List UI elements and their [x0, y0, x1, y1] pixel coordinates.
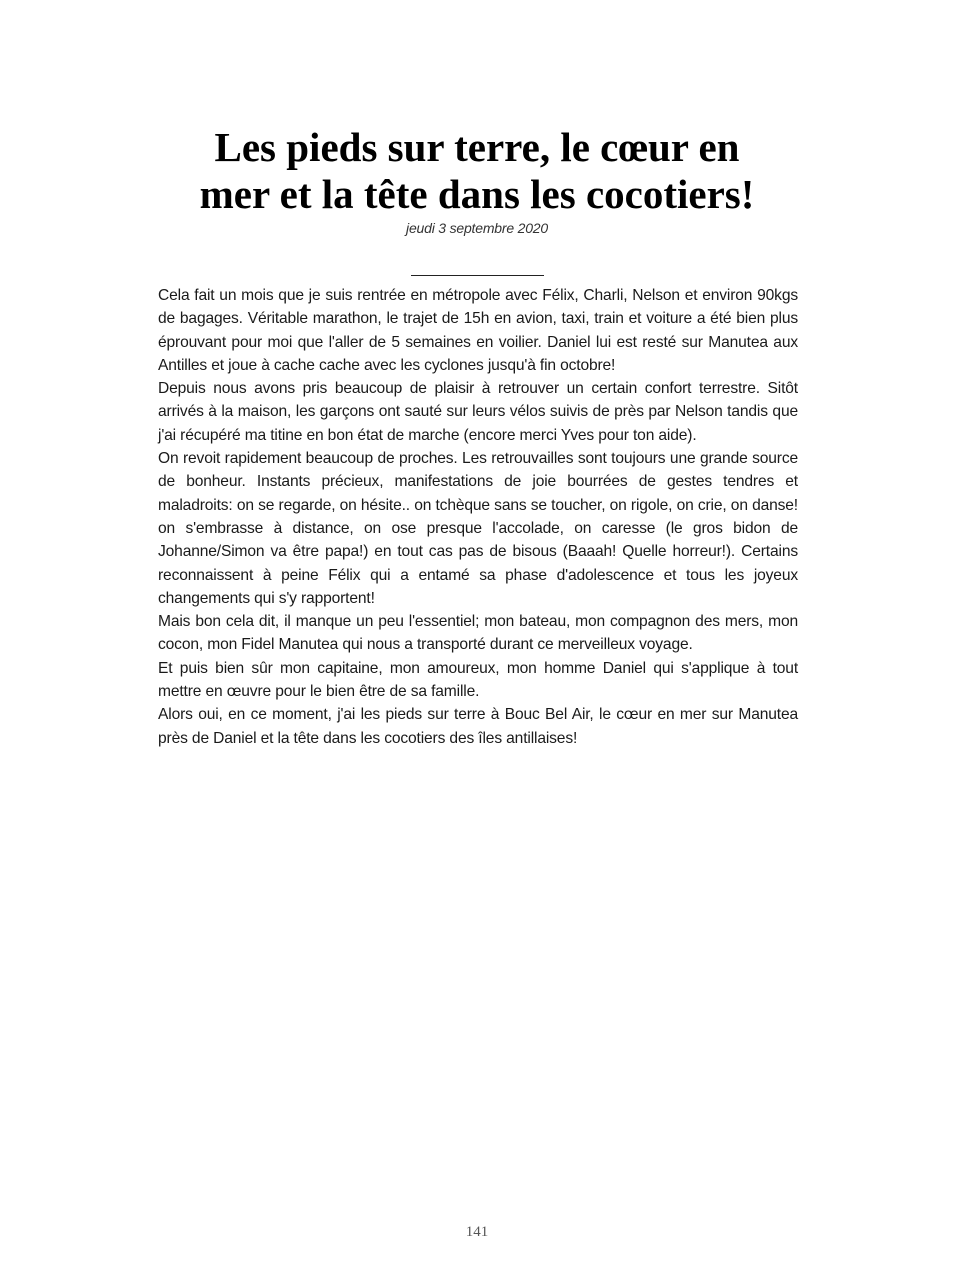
paragraph-4: Mais bon cela dit, il manque un peu l'essentiel; mon bateau, mon compagnon des mers, mon cocon, mon Fidel Manutea qui nous a transporté durant ce merveilleux voyage.	[158, 613, 798, 654]
page-number: 141	[465, 1224, 489, 1240]
paragraph-5: Et puis bien sûr mon capitaine, mon amoureux, mon homme Daniel qui s'applique à tout mettre en œuvre pour le bien être de sa famille.	[158, 659, 798, 701]
paragraph-1: Cela fait un mois que je suis rentrée en métropole avec Félix, Charli, Nelson et environ 90kgs de bagages. Véritable marathon, le trajet de 15h en avion, taxi, train et voiture a été bien plus éprouvant pour moi que l'aller de 5 semaines en voilier. Daniel lui est resté sur Manutea aux Antilles et joue à cache cache avec les cyclones jusqu'à fin octobre!	[158, 287, 798, 374]
article-body	[158, 284, 798, 750]
article-title-line-2: mer et la tête dans les cocotiers!	[199, 171, 755, 217]
article-date: jeudi 3 septembre 2020	[406, 220, 548, 236]
article-title	[150, 124, 804, 218]
paragraph-6: Alors oui, en ce moment, j'ai les pieds sur terre à Bouc Bel Air, le cœur en mer sur Manutea près de Daniel et la tête dans les cocotiers des îles antillaises!	[158, 706, 798, 747]
title-divider	[411, 275, 544, 276]
paragraph-3: On revoit rapidement beaucoup de proches. Les retrouvailles sont toujours une grande source de bonheur. Instants précieux, manifestations de joie bourrées de gestes tendres et maladroits: on se regarde, on hésite.. on tchèque sans se toucher, on rigole, on crie, on danse! on s'embrasse à distance, on ose presque l'accolade, on caresse (le gros bidon de Johanne/Simon va être papa!) en tout cas pas de bisous (Baaah! Quelle horreur!). Certains reconnaissent à peine Félix qui a entamé sa phase d'adolescence et tous les joyeux changements qui s'y rapportent!	[158, 450, 798, 607]
article-title-line-1: Les pieds sur terre, le cœur en	[214, 124, 740, 170]
paragraph-2: Depuis nous avons pris beaucoup de plaisir à retrouver un certain confort terrestre. Sitôt arrivés à la maison, les garçons ont sauté sur leurs vélos suivis de près par Nelson tandis que j'ai récupéré ma titine en bon état de marche (encore merci Yves pour ton aide).	[158, 380, 798, 444]
